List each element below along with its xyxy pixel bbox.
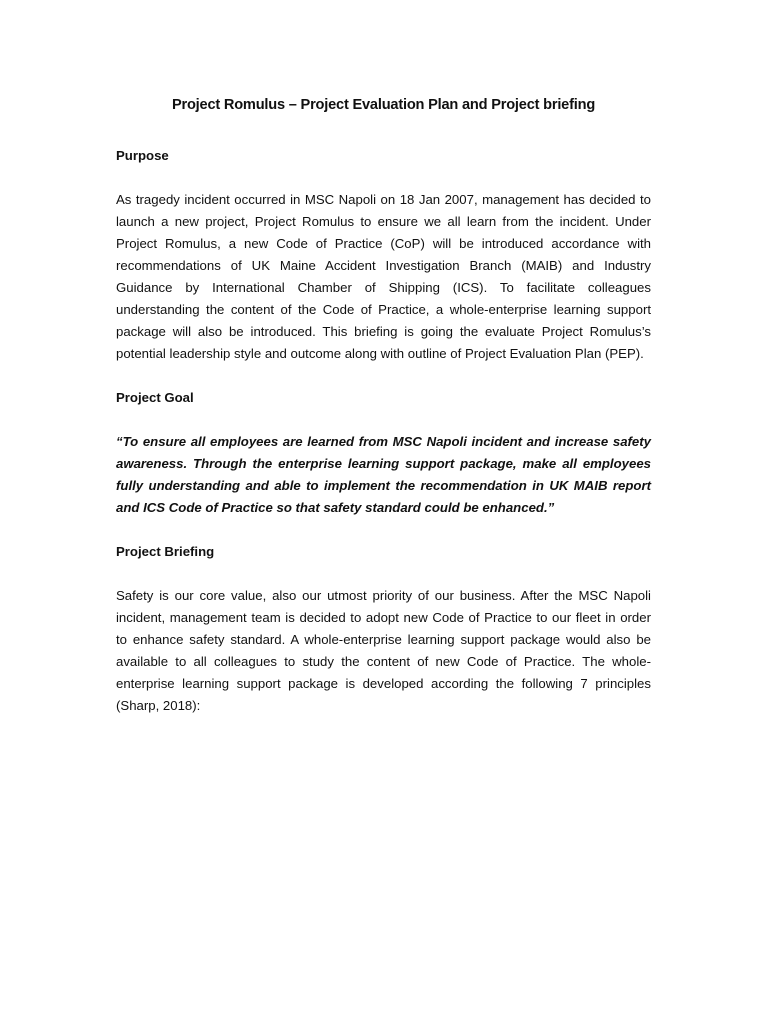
document-title: Project Romulus – Project Evaluation Plan and Project briefing (171, 97, 596, 113)
section-project-briefing (116, 541, 651, 717)
document-page (116, 94, 651, 739)
purpose-paragraph: As tragedy incident occurred in MSC Napoli on 18 Jan 2007, management has decided to launch a new project, Project Romulus to ensure we all learn from the incident. Under Project Romulus, a new Code of Practice (CoP) will be introduced accordance with recommendations of UK Maine Accident Investigation Branch (MAIB) and Industry Guidance by International Chamber of Shipping (ICS). To facilitate colleagues understanding the content of the Code of Practice, a whole-enterprise learning support package will also be introduced. This briefing is going the evaluate Project Romulus’s potential leadership style and outcome along with outline of Project Evaluation Plan (PEP). (116, 192, 651, 361)
section-purpose (116, 145, 651, 365)
project-goal-heading: Project Goal (116, 390, 194, 405)
project-briefing-paragraph: Safety is our core value, also our utmost priority of our business. After the MSC Napoli incident, management team is decided to adopt new Code of Practice to our fleet in order to enhance safety standard. A whole-enterprise learning support package would also be available to all colleagues to study the content of new Code of Practice. The whole-enterprise learning support package is developed according the following 7 principles (Sharp, 2018): (116, 588, 651, 713)
project-briefing-heading: Project Briefing (116, 544, 215, 559)
section-project-goal (116, 387, 651, 519)
purpose-heading: Purpose (116, 148, 169, 163)
project-goal-statement: “To ensure all employees are learned from MSC Napoli incident and increase safety awareness. Through the enterprise learning support package, make all employees fully understanding and able to implement the recommendation in UK MAIB report and ICS Code of Practice so that safety standard could be enhanced.” (116, 434, 651, 515)
